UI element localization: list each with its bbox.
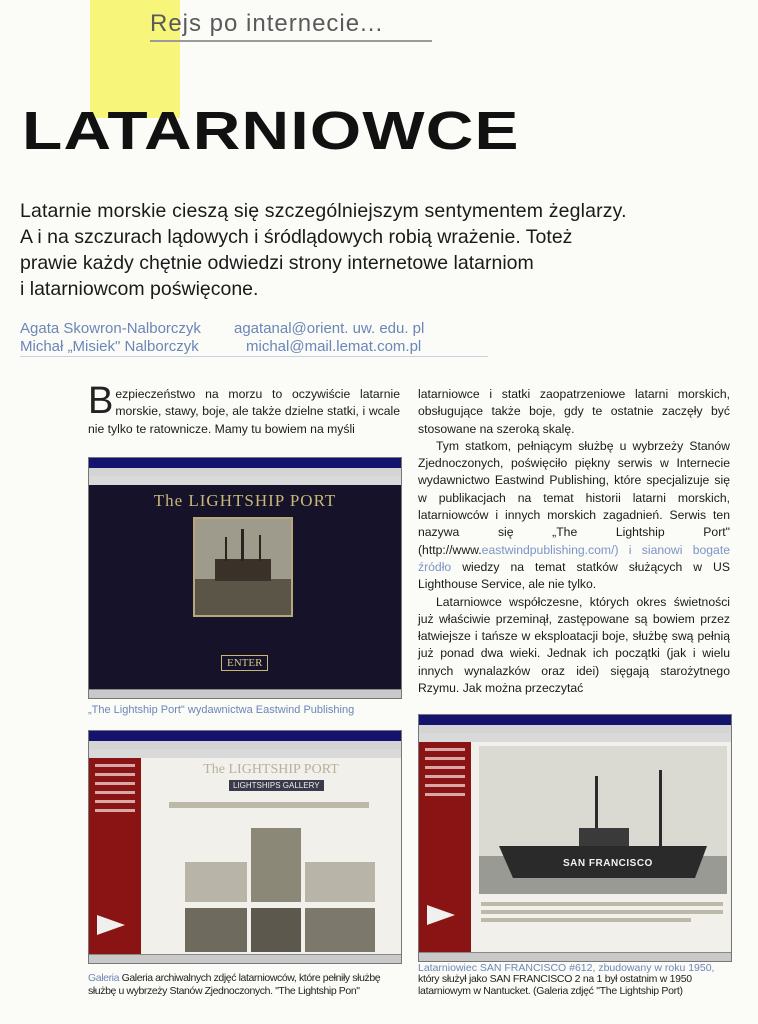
column-left — [88, 380, 400, 438]
gallery-thumbnail[interactable] — [251, 908, 301, 952]
body-text-eastwind — [418, 438, 730, 594]
lead-line: i latarniowcom poświęcone. — [20, 278, 259, 300]
window-titlebar — [89, 731, 401, 741]
caption-text: który służył jako SAN FRANCISCO 2 na 1 był ostatnim w 1950 — [418, 973, 692, 985]
caption-san-francisco — [418, 973, 730, 997]
drop-cap: B — [88, 380, 114, 422]
gallery-thumbnail[interactable] — [305, 862, 375, 902]
status-bar — [419, 952, 731, 961]
author-name: Michał „Misiek" Nalborczyk — [20, 338, 199, 355]
pennant-icon — [97, 915, 125, 935]
lead-line: Latarnie morskie cieszą się szczególniejszym sentymentem żeglarzy. — [20, 200, 627, 222]
author-email[interactable]: agatanal@orient. uw. edu. pl — [234, 320, 425, 337]
page-content — [89, 758, 401, 955]
lead-line: prawie każdy chętnie odwiedzi strony internetowe latarniom — [20, 252, 534, 274]
caption-gallery — [88, 972, 398, 998]
gallery-thumbnail[interactable] — [185, 862, 247, 902]
window-menubar — [89, 741, 401, 749]
status-bar — [89, 689, 401, 698]
caption-text: latarniowym w Nantucket. (Galeria zdjęć "The Lightship Port) — [418, 985, 683, 997]
site-link[interactable]: eastwindpublishing.com/) i sianowi bogate źródło — [418, 542, 730, 574]
site-title: The LIGHTSHIP PORT — [153, 491, 337, 510]
status-bar — [89, 954, 401, 963]
gallery-thumbnail[interactable] — [251, 828, 301, 902]
screenshot-lightship-port — [88, 457, 402, 699]
lead-paragraph — [20, 198, 740, 302]
caption-lightship-port: „The Lightship Port" wydawnictwa Eastwind Publishing — [88, 704, 355, 716]
ship-photo — [479, 746, 727, 894]
ship-photo — [193, 517, 293, 617]
window-menubar — [419, 725, 731, 733]
enter-button[interactable]: ENTER — [221, 655, 268, 671]
author-name: Agata Skowron-Nalborczyk — [20, 320, 201, 337]
window-titlebar — [89, 458, 401, 468]
body-text: Latarniowce współczesne, których okres świetności już właściwie przeminął, zastępowane są bowiem przez łatwiejsze i tańsze w eksploatacji boje, służbę swą pełnią już ponad dwa wieki. Jednak ich początki (jak i wielu innych wynalazków oraz idei) sięgają starożytnego Rzymu. Jak można przeczytać — [418, 594, 730, 696]
intro-text — [169, 802, 369, 808]
author-email[interactable]: michal@mail.lemat.com.pl — [246, 338, 422, 355]
photo-description — [481, 918, 691, 922]
ship-name: SAN FRANCISCO — [563, 858, 653, 869]
page-content — [419, 742, 731, 953]
caption-tag: Galeria — [88, 972, 120, 984]
screenshot-gallery — [88, 730, 402, 964]
section-title: Rejs po internecie... — [150, 10, 384, 37]
site-sidebar — [89, 758, 141, 955]
body-text: Tym statkom, pełniącym służbę u wybrzeży Stanów Zjednoczonych, poświęciło piękny serwis w Internecie wydawnictwo Eastwind Publishing, które specjalizuje się w publikacjach na temat historii latarni morskich, latarniowców i innych morskich zagadnień. Serwis ten nazywa się „The Lightship Port" (http://www. — [418, 438, 730, 557]
photo-description — [481, 910, 723, 914]
article-title: LATARNIOWCE — [22, 101, 520, 161]
page-content — [89, 485, 401, 690]
section-rule — [150, 40, 432, 42]
body-text: wiedzy na temat statków służących w US Lighthouse Service, ale nie tylko. — [418, 559, 730, 592]
site-title: The LIGHTSHIP PORT — [203, 762, 339, 777]
caption-text: Galeria archiwalnych zdjęć latarniowców, które pełniły służbę służbę u wybrzeży Stanów Zjednoczonych. "The Lightship Pon" — [88, 972, 381, 997]
body-text: latarniowce i statki zaopatrzeniowe latarni morskich, obsługujące także boje, gdy te ostatnie zaczęły być stosowane na szeroką skalę. — [418, 387, 730, 436]
window-titlebar — [419, 715, 731, 725]
body-text: ezpieczeństwo na morzu to oczywiście latarnie morskie, stawy, boje, ale także dzielne statki, i wcale nie tylko te ratownicze. Mamy tu bowiem na myśli — [88, 387, 400, 436]
lead-line: A i na szczurach lądowych i śródlądowych robią wrażenie. Toteż — [20, 226, 573, 248]
author-agata — [20, 320, 425, 337]
gallery-thumbnail[interactable] — [185, 908, 247, 952]
gallery-label: LIGHTSHIPS GALLERY — [229, 780, 324, 791]
screenshot-san-francisco — [418, 714, 732, 962]
photo-description — [481, 902, 723, 906]
author-rule — [20, 356, 488, 357]
thumbnail-grid — [185, 828, 385, 958]
window-menubar — [89, 468, 401, 476]
author-michal — [20, 338, 422, 355]
site-sidebar — [419, 742, 471, 953]
pennant-icon — [427, 905, 455, 925]
caption-san-francisco-title: Latarniowiec SAN FRANCISCO #612, zbudowany w roku 1950, — [418, 962, 715, 974]
column-right — [418, 386, 730, 697]
gallery-thumbnail[interactable] — [305, 908, 375, 952]
